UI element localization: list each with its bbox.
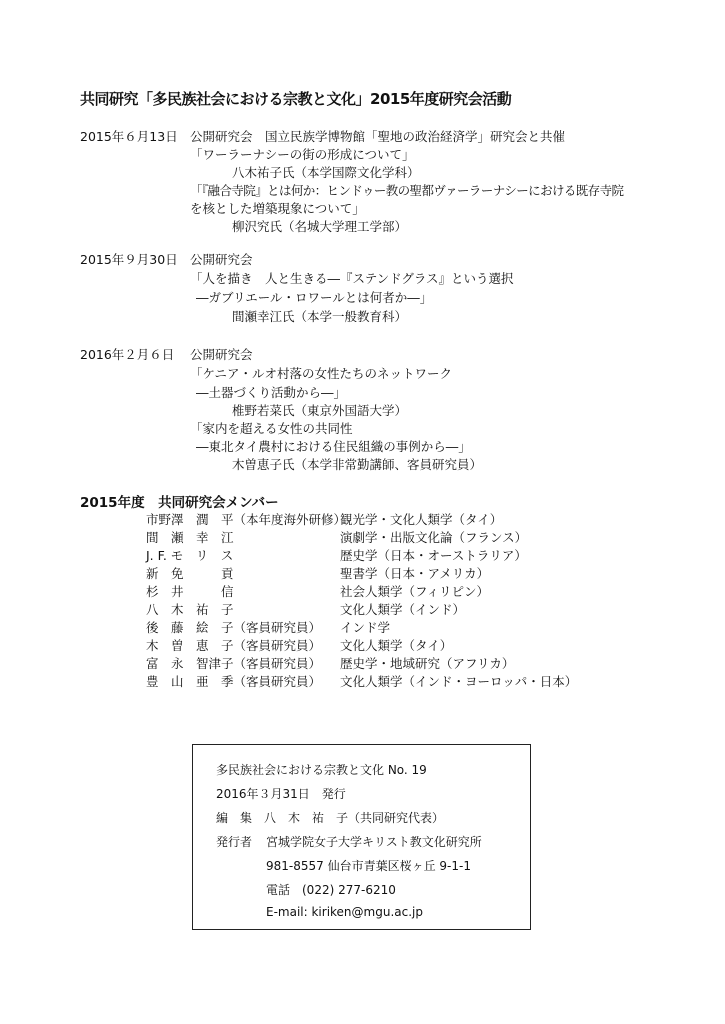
event-line: 「ケニア・ルオ村落の女性たちのネットワーク xyxy=(190,366,453,381)
event-speaker: 間瀬幸江氏（本学一般教育科） xyxy=(232,309,408,324)
event-line: 公開研究会 xyxy=(190,252,253,267)
members-heading: 2015年度 共同研究会メンバー xyxy=(80,495,279,511)
member-name: 市野澤 潤 平（本年度海外研修） xyxy=(146,512,347,527)
event-date: 2016年２月６日 xyxy=(80,347,175,362)
member-name: 杉 井 信 xyxy=(146,584,234,599)
event-speaker: 木曽恵子氏（本学非常勤講師、客員研究員） xyxy=(232,457,483,472)
event-line: 「人を描き 人と生きる―『ステンドグラス』という選択 xyxy=(190,271,514,286)
member-name: 豊 山 亜 季（客員研究員） xyxy=(146,674,322,689)
event-speaker: 八木祐子氏（本学国際文化学科） xyxy=(232,165,420,180)
member-name: 木 曽 恵 子（客員研究員） xyxy=(146,638,322,653)
event-date: 2015年６月13日 xyxy=(80,129,178,144)
event-date: 2015年９月30日 xyxy=(80,252,178,267)
member-name: J. F. モ リ ス xyxy=(146,548,234,563)
journal-title: 多民族社会における宗教と文化 No. 19 xyxy=(216,763,427,777)
issue-date: 2016年３月31日 発行 xyxy=(216,787,346,801)
event-line: 公開研究会 国立民族学博物館「聖地の政治経済学」研究会と共催 xyxy=(190,129,566,144)
member-field: 文化人類学（インド） xyxy=(340,602,466,617)
member-name: 後 藤 絵 子（客員研究員） xyxy=(146,620,322,635)
member-field: 歴史学（日本・オーストラリア） xyxy=(340,548,527,563)
member-field: 演劇学・出版文化論（フランス） xyxy=(340,530,528,545)
publisher: 宮城学院女子大学キリスト教文化研究所 xyxy=(266,835,482,849)
event-line: 「ワーラーナシーの街の形成について」 xyxy=(190,147,415,162)
publisher-label: 発行者 xyxy=(216,835,253,849)
member-name: 間 瀬 幸 江 xyxy=(146,530,234,545)
member-field: 観光学・文化人類学（タイ） xyxy=(340,512,503,527)
event-line: ―ガブリエール・ロワールとは何者か―」 xyxy=(196,290,433,305)
event-line: 「『融合寺院』とは何か：ヒンドゥー教の聖都ヴァーラーナシーにおける既存寺院 xyxy=(190,183,624,198)
member-field: 社会人類学（フィリピン） xyxy=(340,584,490,599)
event-line: ―東北タイ農村における住民組織の事例から―」 xyxy=(196,439,471,454)
member-field: 文化人類学（タイ） xyxy=(340,638,453,653)
address: 981-8557 仙台市青葉区桜ヶ丘 9-1-1 xyxy=(266,859,471,873)
member-field: 聖書学（日本・アメリカ） xyxy=(340,566,490,581)
email: E-mail: kiriken@mgu.ac.jp xyxy=(266,905,423,919)
phone: 電話 (022) 277-6210 xyxy=(266,883,396,897)
editor: 編 集 八 木 祐 子（共同研究代表） xyxy=(216,811,445,825)
event-speaker: 柳沢究氏（名城大学理工学部） xyxy=(232,219,408,234)
member-field: インド学 xyxy=(340,620,391,635)
event-line: を核とした増築現象について」 xyxy=(190,201,365,216)
page-title: 共同研究「多民族社会における宗教と文化」2015年度研究会活動 xyxy=(80,90,512,108)
event-line: 「家内を超える女性の共同性 xyxy=(190,421,353,436)
member-field: 文化人類学（インド・ヨーロッパ・日本） xyxy=(340,674,578,689)
event-line: ―土器づくり活動から―」 xyxy=(196,385,347,400)
event-speaker: 椎野若菜氏（東京外国語大学） xyxy=(232,403,408,418)
event-line: 公開研究会 xyxy=(190,347,253,362)
member-field: 歴史学・地域研究（アフリカ） xyxy=(340,656,515,671)
colophon-box xyxy=(192,744,531,930)
member-name: 富 永 智津子（客員研究員） xyxy=(146,656,322,671)
member-name: 新 免 貢 xyxy=(146,566,234,581)
member-name: 八 木 祐 子 xyxy=(146,602,234,617)
